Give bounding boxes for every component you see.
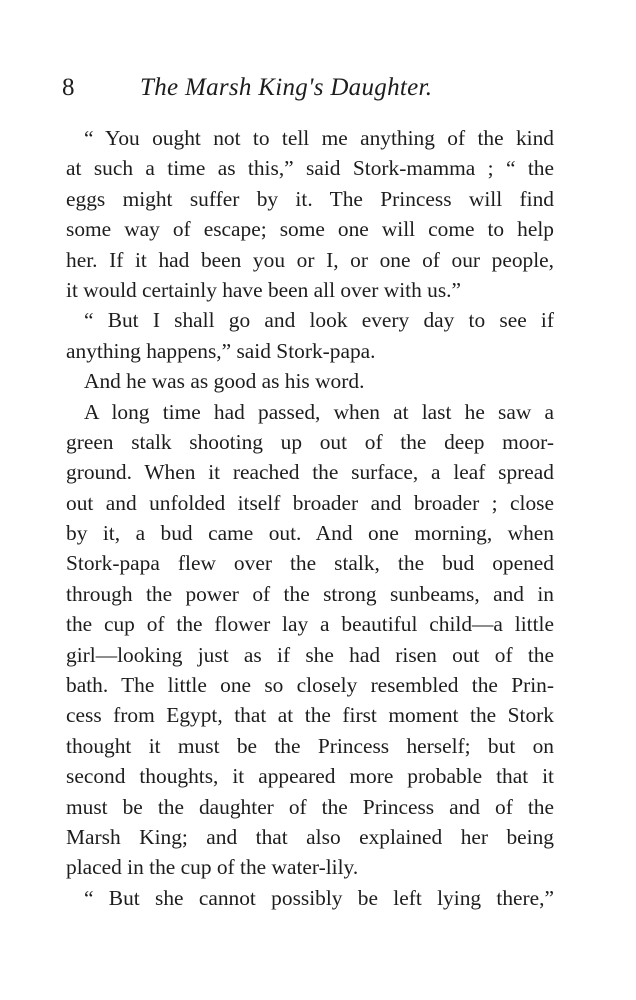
text-line: must be the daughter of the Princess and of the — [66, 794, 554, 819]
running-title: The Marsh King's Daughter. — [140, 74, 433, 101]
text-line: at such a time as this,” said Stork-mamma ; “ the — [66, 156, 554, 181]
text-line: Stork-papa flew over the stalk, the bud opened — [66, 551, 554, 576]
text-line: placed in the cup of the water-lily. — [66, 855, 359, 880]
text-line: second thoughts, it appeared more probable that it — [66, 764, 554, 789]
text-line: “ But I shall go and look every day to see if — [84, 308, 554, 333]
text-line: girl—looking just as if she had risen out of the — [66, 642, 554, 667]
page-number: 8 — [62, 74, 75, 101]
text-line: the cup of the flower lay a beautiful child—a little — [66, 612, 554, 637]
text-line: “ You ought not to tell me anything of the kind — [84, 126, 554, 150]
text-line: Marsh King; and that also explained her being — [66, 824, 554, 849]
text-line: eggs might suffer by it. The Princess will find — [66, 186, 554, 211]
text-line: A long time had passed, when at last he saw a — [84, 399, 554, 424]
text-line: it would certainly have been all over with us.” — [66, 277, 462, 302]
text-line: ground. When it reached the surface, a leaf spread — [66, 460, 554, 485]
text-line: “ But she cannot possibly be left lying there,” — [84, 885, 554, 910]
text-line: bath. The little one so closely resembled the Prin- — [66, 673, 554, 698]
body-text — [66, 123, 554, 913]
text-line: cess from Egypt, that at the first moment the Stork — [66, 703, 554, 728]
text-line: anything happens,” said Stork-papa. — [66, 338, 376, 363]
text-line: her. If it had been you or I, or one of our people, — [66, 247, 554, 272]
text-line: And he was as good as his word. — [84, 369, 365, 394]
text-line: thought it must be the Princess herself; but on — [66, 733, 554, 758]
text-line: through the power of the strong sunbeams, and in — [66, 581, 554, 606]
text-line: by it, a bud came out. And one morning, when — [66, 521, 554, 546]
text-line: out and unfolded itself broader and broader ; close — [66, 490, 554, 515]
page-header — [62, 70, 562, 106]
text-line: some way of escape; some one will come to help — [66, 217, 554, 242]
text-line: green stalk shooting up out of the deep moor- — [66, 429, 554, 454]
